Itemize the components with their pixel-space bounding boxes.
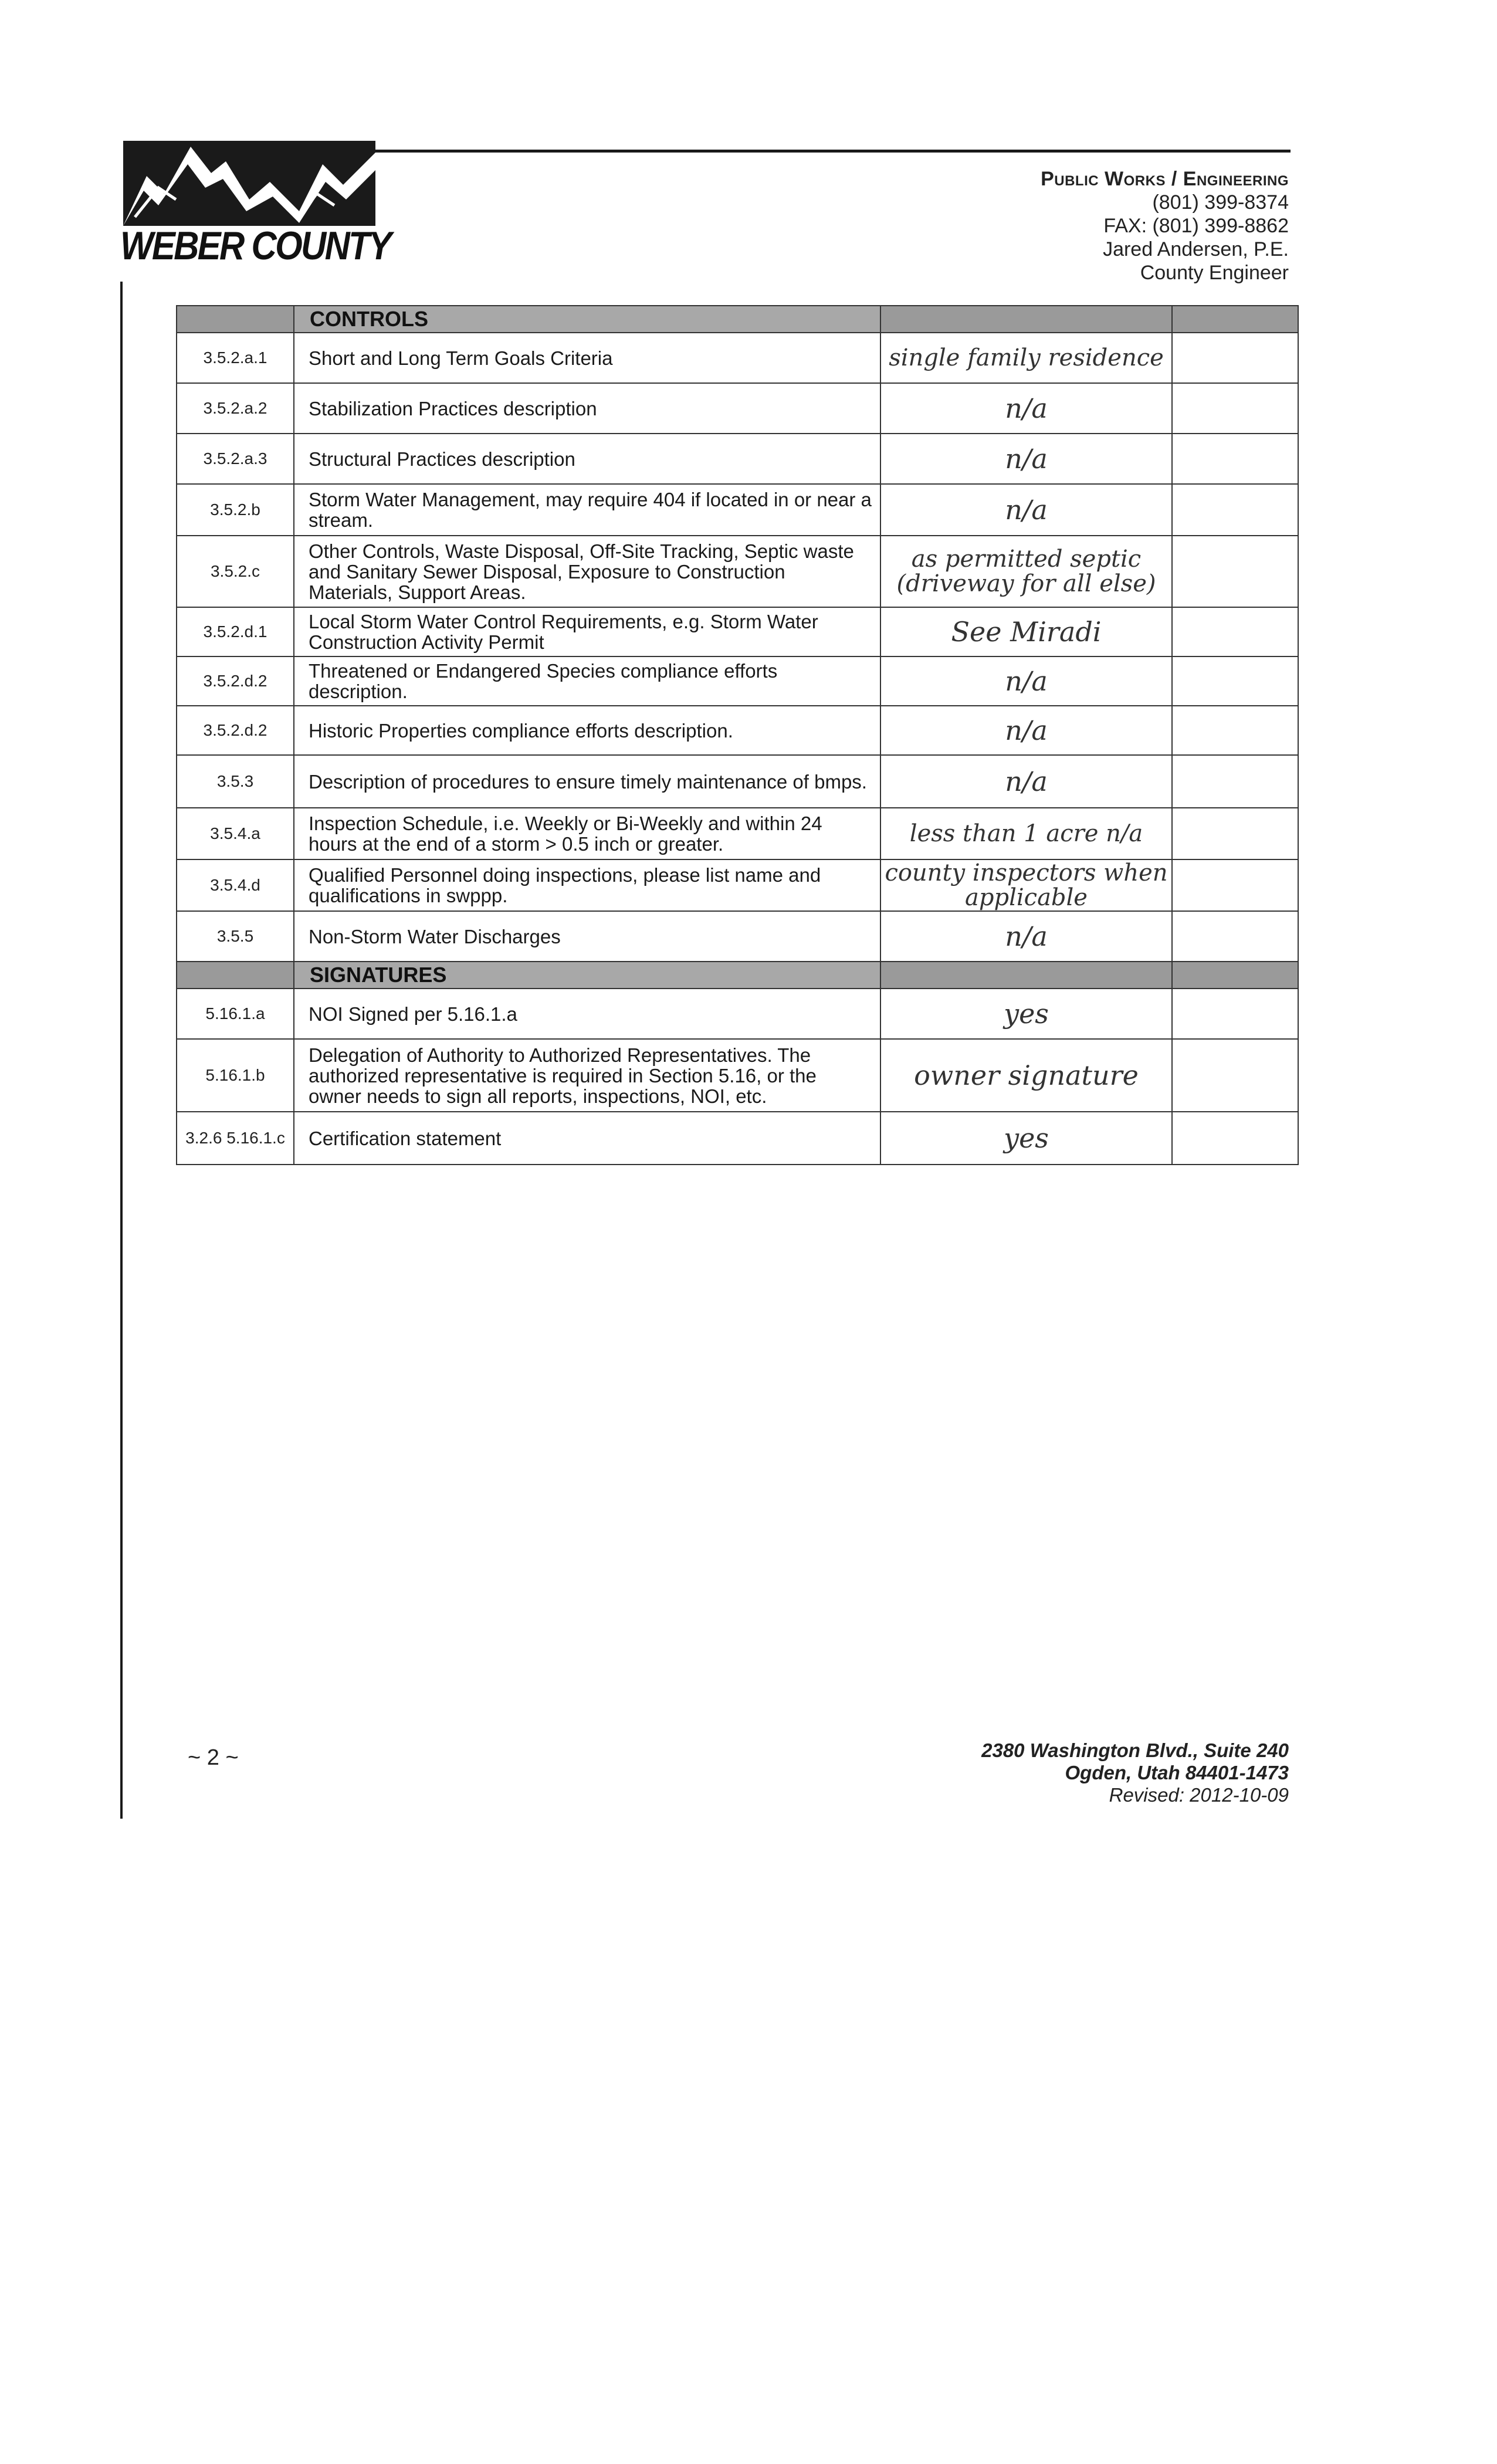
check-cell [1172,989,1298,1039]
left-margin-rule [120,282,123,1819]
item-description: Description of procedures to ensure timely maintenance of bmps. [294,755,880,808]
table-row [177,333,1298,383]
table-row [177,607,1298,656]
item-number: 3.5.4.d [177,859,294,911]
item-description: Historic Properties compliance efforts description. [294,706,880,755]
table-row [177,484,1298,536]
item-number: 3.2.6 5.16.1.c [177,1112,294,1165]
check-cell [1172,911,1298,962]
item-number: 3.5.2.b [177,484,294,536]
item-description: Threatened or Endangered Species compliance efforts description. [294,656,880,706]
page-number: ~ 2 ~ [188,1745,239,1770]
item-description: Certification statement [294,1112,880,1165]
footer-address [981,1739,1289,1806]
handwritten-response: county inspectors when applicable [880,859,1172,911]
check-cell [1172,383,1298,434]
item-number: 3.5.5 [177,911,294,962]
handwritten-response: n/a [880,656,1172,706]
check-cell [1172,484,1298,536]
check-cell [1172,607,1298,656]
table-row [177,989,1298,1039]
table-row [177,1039,1298,1112]
address-line-2: Ogden, Utah 84401-1473 [1065,1762,1289,1783]
handwritten-response: n/a [880,383,1172,434]
section-title: SIGNATURES [294,962,880,989]
item-description: Delegation of Authority to Authorized Representatives. The authorized representative is required in Section 5.16, or the owner needs to sign all reports, inspections, NOI, etc. [294,1039,880,1112]
table-row [177,755,1298,808]
checklist-table [176,305,1299,1165]
check-cell [1172,333,1298,383]
item-description: Other Controls, Waste Disposal, Off-Site Tracking, Septic waste and Sanitary Sewer Disposal, Exposure to Construction Materials, Support Areas. [294,536,880,607]
item-number: 3.5.4.a [177,808,294,859]
item-description: NOI Signed per 5.16.1.a [294,989,880,1039]
item-number: 3.5.3 [177,755,294,808]
item-number: 3.5.2.d.2 [177,656,294,706]
check-cell [1172,1112,1298,1165]
table-row [177,434,1298,484]
handwritten-response: yes [880,1112,1172,1165]
section-header-signatures [177,962,1298,989]
handwritten-response: less than 1 acre n/a [880,808,1172,859]
item-description: Non-Storm Water Discharges [294,911,880,962]
table-row [177,911,1298,962]
handwritten-response: owner signature [880,1039,1172,1112]
table-row [177,536,1298,607]
fax-number: FAX: (801) 399-8862 [1103,215,1289,237]
item-description: Local Storm Water Control Requirements, e.g. Storm Water Construction Activity Permit [294,607,880,656]
handwritten-response: single family residence [880,333,1172,383]
handwritten-response: n/a [880,484,1172,536]
table-row [177,706,1298,755]
address-line-1: 2380 Washington Blvd., Suite 240 [981,1739,1289,1761]
revised-date: Revised: 2012-10-09 [1109,1784,1289,1806]
department-name: Public Works / Engineering [1041,168,1289,190]
table-row [177,383,1298,434]
item-number: 3.5.2.d.1 [177,607,294,656]
check-cell [1172,1039,1298,1112]
table-row [177,808,1298,859]
item-description: Storm Water Management, may require 404 if located in or near a stream. [294,484,880,536]
handwritten-response: See Miradi [880,607,1172,656]
section-header-cell [1172,306,1298,333]
check-cell [1172,656,1298,706]
check-cell [1172,808,1298,859]
table-row [177,656,1298,706]
item-number: 5.16.1.b [177,1039,294,1112]
section-header-controls [177,306,1298,333]
check-cell [1172,706,1298,755]
handwritten-response: n/a [880,706,1172,755]
header-rule [375,150,1291,153]
table-row [177,1112,1298,1165]
section-header-cell [177,962,294,989]
section-title: CONTROLS [294,306,880,333]
check-cell [1172,755,1298,808]
item-description: Short and Long Term Goals Criteria [294,333,880,383]
item-description: Structural Practices description [294,434,880,484]
item-number: 3.5.2.a.3 [177,434,294,484]
handwritten-response: n/a [880,755,1172,808]
engineer-name: Jared Andersen, P.E. [1103,238,1289,260]
handwritten-response: as permitted septic (driveway for all else) [880,536,1172,607]
item-number: 3.5.2.a.2 [177,383,294,434]
check-cell [1172,434,1298,484]
table-row [177,859,1298,911]
item-description: Inspection Schedule, i.e. Weekly or Bi-Weekly and within 24 hours at the end of a storm > 0.5 inch or greater. [294,808,880,859]
section-header-cell [880,962,1172,989]
section-header-cell [1172,962,1298,989]
item-number: 3.5.2.c [177,536,294,607]
check-cell [1172,859,1298,911]
item-description: Stabilization Practices description [294,383,880,434]
item-number: 5.16.1.a [177,989,294,1039]
item-description: Qualified Personnel doing inspections, please list name and qualifications in swppp. [294,859,880,911]
mountain-logo-icon [123,129,381,229]
contact-block [1041,167,1289,285]
handwritten-response: yes [880,989,1172,1039]
check-cell [1172,536,1298,607]
engineer-title: County Engineer [1140,262,1289,284]
item-number: 3.5.2.a.1 [177,333,294,383]
section-header-cell [177,306,294,333]
section-header-cell [880,306,1172,333]
item-number: 3.5.2.d.2 [177,706,294,755]
handwritten-response: n/a [880,911,1172,962]
phone-number: (801) 399-8374 [1152,191,1289,214]
logo-wordmark: WEBER COUNTY [120,224,391,268]
handwritten-response: n/a [880,434,1172,484]
